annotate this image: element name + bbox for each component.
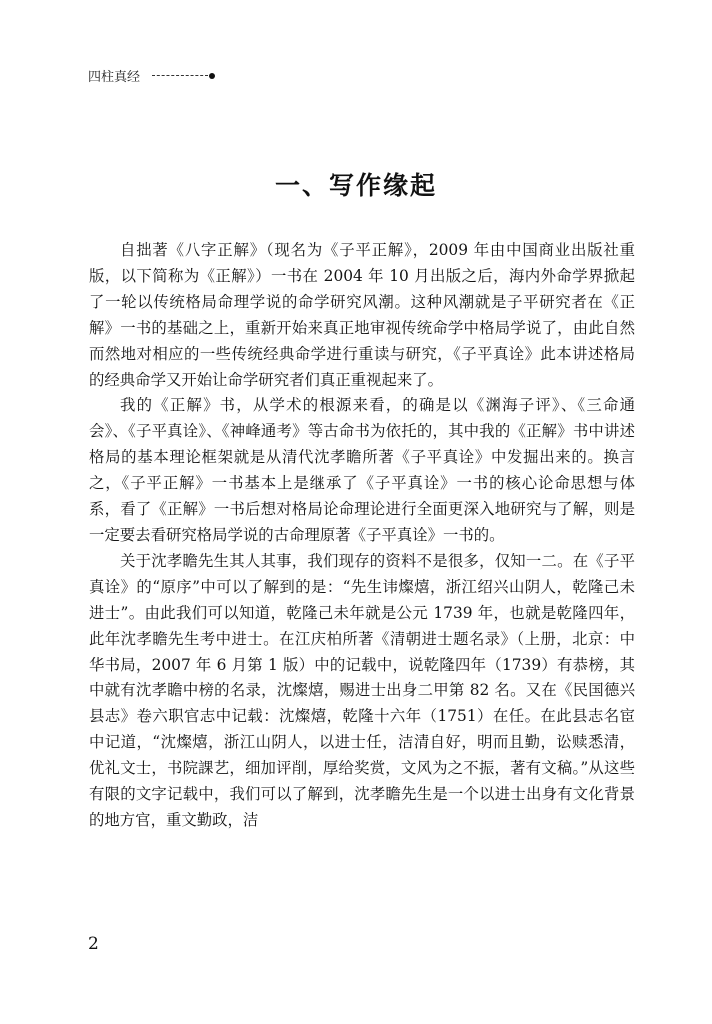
page-number: 2 — [88, 934, 99, 954]
paragraph-2: 我的《正解》书，从学术的根源来看，的确是以《渊海子评》、《三命通会》、《子平真诠》、《神峰通考》等古命书为依托的，其中我的《正解》书中讲述格局的基本理论框架就是从清代沈孝瞻所著《子平真诠》中发掘出来的。换言之，《子平正解》一书基本上是继承了《子平真诠》一书的核心论命思想与体系，看了《正解》一书后想对格局论命理论进行全面更深入地研究与了解，则是一定要去看研究格局学说的古命理原著《子平真诠》一书的。 — [89, 396, 635, 544]
paragraph-1: 自拙著《八字正解》（现名为《子平正解》，2009 年由中国商业出版社重版，以下简称为《正解》）一书在 2004 年 10 月出版之后，海内外命学界掀起了一轮以传统格局命理学说的命学研究风潮。这种风潮就是子平研究者在《正解》一书的基础之上，重新开始来真正地审视传统命学中格局学说了，由此自然而然地对相应的一些传统经典命学进行重读与研究，《子平真诠》此本讲述格局的经典命学又开始让命学研究者们真正重视起来了。 — [89, 241, 635, 389]
header-rule — [152, 75, 208, 76]
running-header — [88, 66, 215, 85]
section-title: 一、写作缘起 — [274, 171, 437, 200]
paragraph-3: 关于沈孝瞻先生其人其事，我们现存的资料不是很多，仅知一二。在《子平真诠》的“原序”中可以了解到的是：“先生讳燦熺，浙江绍兴山阴人，乾隆己未进士”。由此我们可以知道，乾隆己未年就是公元 1739 年，也就是乾隆四年，此年沈孝瞻先生考中进士。在江庆柏所著《清朝进士题名录》（上册，北京：中华书局，2007 年 6 月第 1 版）中的记载中，说乾隆四年（1739）有恭榜，其中就有沈孝瞻中榜的名录，沈燦熺，赐进士出身二甲第 82 名。又在《民国德兴县志》卷六职官志中记载：沈燦熺，乾隆十六年（1751）在任。在此县志名宦中记道，“沈燦熺，浙江山阴人，以进士任，洁清自好，明而且勤，讼赎悉清，优礼文士，书院課艺，细加评削，厚给奖赏，文风为之不振，著有文稿。”从这些有限的文字记载中，我们可以了解到，沈孝瞻先生是一个以进士出身有文化背景的地方官，重文勤政，洁 — [89, 551, 635, 829]
body-text — [89, 238, 635, 834]
header-book-title: 四柱真经 — [88, 70, 141, 85]
header-dot-ornament — [209, 73, 215, 79]
